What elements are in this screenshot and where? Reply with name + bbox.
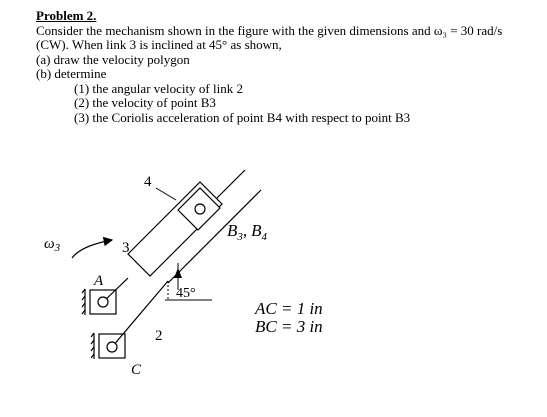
label-link-4: 4 [144, 174, 152, 190]
dimension-ac: AC = 1 in [255, 299, 323, 318]
dimension-bc: BC = 3 in [255, 317, 323, 336]
label-point-c: C [131, 362, 142, 378]
sub-item-3: (3) the Coriolis acceleration of point B4 with respect to point B3 [74, 109, 411, 125]
label-angle: 45° [176, 286, 196, 301]
label-link-2: 2 [155, 328, 163, 344]
label-b3-b4: $B_3$, $B_4$ [227, 221, 268, 243]
sub-item-2: (2) the velocity of point B3 [74, 95, 216, 110]
pivot-a [82, 289, 116, 315]
part-b: (b) determine [36, 66, 107, 81]
sub-item-1: (1) the angular velocity of link 2 [74, 80, 243, 96]
label-omega: $\omega_3$ [44, 236, 61, 254]
part-a: (a) draw the velocity polygon [36, 51, 190, 67]
statement-line-2: (CW). When link 3 is inclined at 45° as shown, [36, 37, 282, 52]
problem-title: Problem 2. [36, 8, 97, 23]
label-point-a: A [94, 273, 104, 289]
leader-4 [156, 188, 176, 200]
omega-arrow-icon [72, 240, 112, 258]
label-link-3: 3 [122, 240, 130, 256]
statement-line-1: Consider the mechanism shown in the figure with the given dimensions and ω₃ = 30 rad/s [36, 22, 503, 38]
